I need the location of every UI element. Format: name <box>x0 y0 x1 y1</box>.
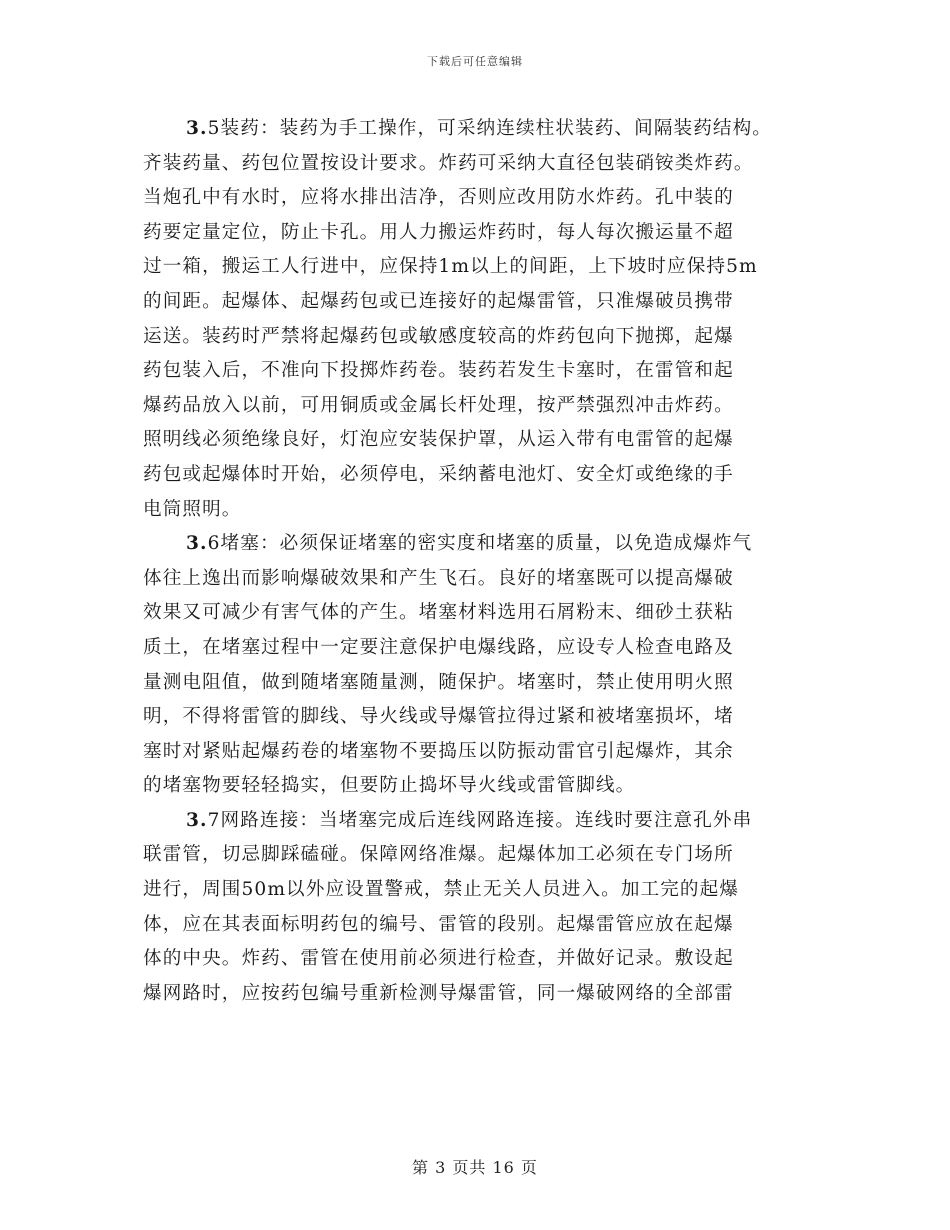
paragraph-3-7-network-connection <box>143 804 833 1012</box>
line-text: 6堵塞：必须保证堵塞的密实度和堵塞的质量，以免造成爆炸气 <box>207 533 753 555</box>
line-text: 7网路连接：当堵塞完成后连线网路连接。连线时要注意孔外串 <box>207 809 753 831</box>
paragraph-line: 塞时对紧贴起爆药卷的堵塞物不要捣压以防振动雷官引起爆炸，其余 <box>143 740 734 762</box>
paragraph-line: 药包装入后，不准向下投掷炸药卷。装药若发生卡塞时，在雷管和起 <box>143 360 734 382</box>
section-number: 3. <box>186 533 208 555</box>
paragraph-line: 明，不得将雷管的脚线、导火线或导爆管拉得过紧和被堵塞损坏，堵 <box>143 706 734 728</box>
paragraph-line <box>143 804 833 839</box>
paragraph-line: 体的中央。炸药、雷管在使用前必须进行检查，并做好记录。敷设起 <box>143 948 734 970</box>
paragraph-line <box>143 527 833 562</box>
paragraph-line: 过一箱，搬运工人行进中，应保持1m以上的间距，上下坡时应保持5m <box>143 256 758 278</box>
paragraph-line: 当炮孔中有水时，应将水排出洁净，否则应改用防水炸药。孔中装的 <box>143 187 734 209</box>
line-text: 5装药：装药为手工操作，可采纳连续柱状装药、间隔装药结构。 <box>207 118 772 139</box>
paragraph-line: 爆网路时，应按药包编号重新检测导爆雷管，同一爆破网络的全部雷 <box>143 982 734 1004</box>
paragraph-line: 药包或起爆体时开始，必须停电，采纳蓄电池灯、安全灯或绝缘的手 <box>143 463 734 485</box>
section-number: 3. <box>186 809 208 831</box>
paragraph-line: 的间距。起爆体、起爆药包或已连接好的起爆雷管，只准爆破员携带 <box>143 290 734 312</box>
paragraph-line: 爆药品放入以前，可用铜质或金属长杆处理，按严禁强烈冲击炸药。 <box>143 394 734 416</box>
paragraph-line: 量测电阻值，做到随堵塞随量测，随保护。堵塞时，禁止使用明火照 <box>143 671 734 693</box>
paragraph-line: 电筒照明。 <box>143 498 242 520</box>
paragraph-line: 齐装药量、药包位置按设计要求。炸药可采纳大直径包装硝铵类炸药。 <box>143 152 754 174</box>
paragraph-line: 运送。装药时严禁将起爆药包或敏感度较高的炸药包向下抛掷，起爆 <box>143 325 734 347</box>
paragraph-line: 进行，周围50m以外应设置警戒，禁止无关人员进入。加工完的起爆 <box>143 879 740 901</box>
paragraph-line: 药要定量定位，防止卡孔。用人力搬运炸药时，每人每次搬运量不超 <box>143 221 734 243</box>
section-number: 3. <box>186 118 208 139</box>
document-body <box>143 112 833 1011</box>
paragraph-line: 体，应在其表面标明药包的编号、雷管的段别。起爆雷管应放在起爆 <box>143 913 734 935</box>
paragraph-line <box>143 112 833 147</box>
paragraph-3-6-stemming <box>143 527 833 804</box>
paragraph-line: 照明线必须绝缘良好，灯泡应安装保护罩，从运入带有电雷管的起爆 <box>143 429 734 451</box>
paragraph-line: 的堵塞物要轻轻捣实，但要防止捣坏导火线或雷管脚线。 <box>143 775 636 797</box>
page-number-footer: 第 3 页共 16 页 <box>412 1158 538 1177</box>
paragraph-line: 联雷管，切忌脚踩磕碰。保障网络准爆。起爆体加工必须在专门场所 <box>143 844 734 866</box>
page-header: 下载后可任意编辑 <box>427 55 523 68</box>
paragraph-line: 体往上逸出而影响爆破效果和产生飞石。良好的堵塞既可以提高爆破 <box>143 567 734 589</box>
paragraph-3-5-charging <box>143 112 833 527</box>
paragraph-line: 效果又可减少有害气体的产生。堵塞材料选用石屑粉末、细砂土获粘 <box>143 602 734 624</box>
paragraph-line: 质土，在堵塞过程中一定要注意保护电爆线路，应设专人检查电路及 <box>143 636 734 658</box>
